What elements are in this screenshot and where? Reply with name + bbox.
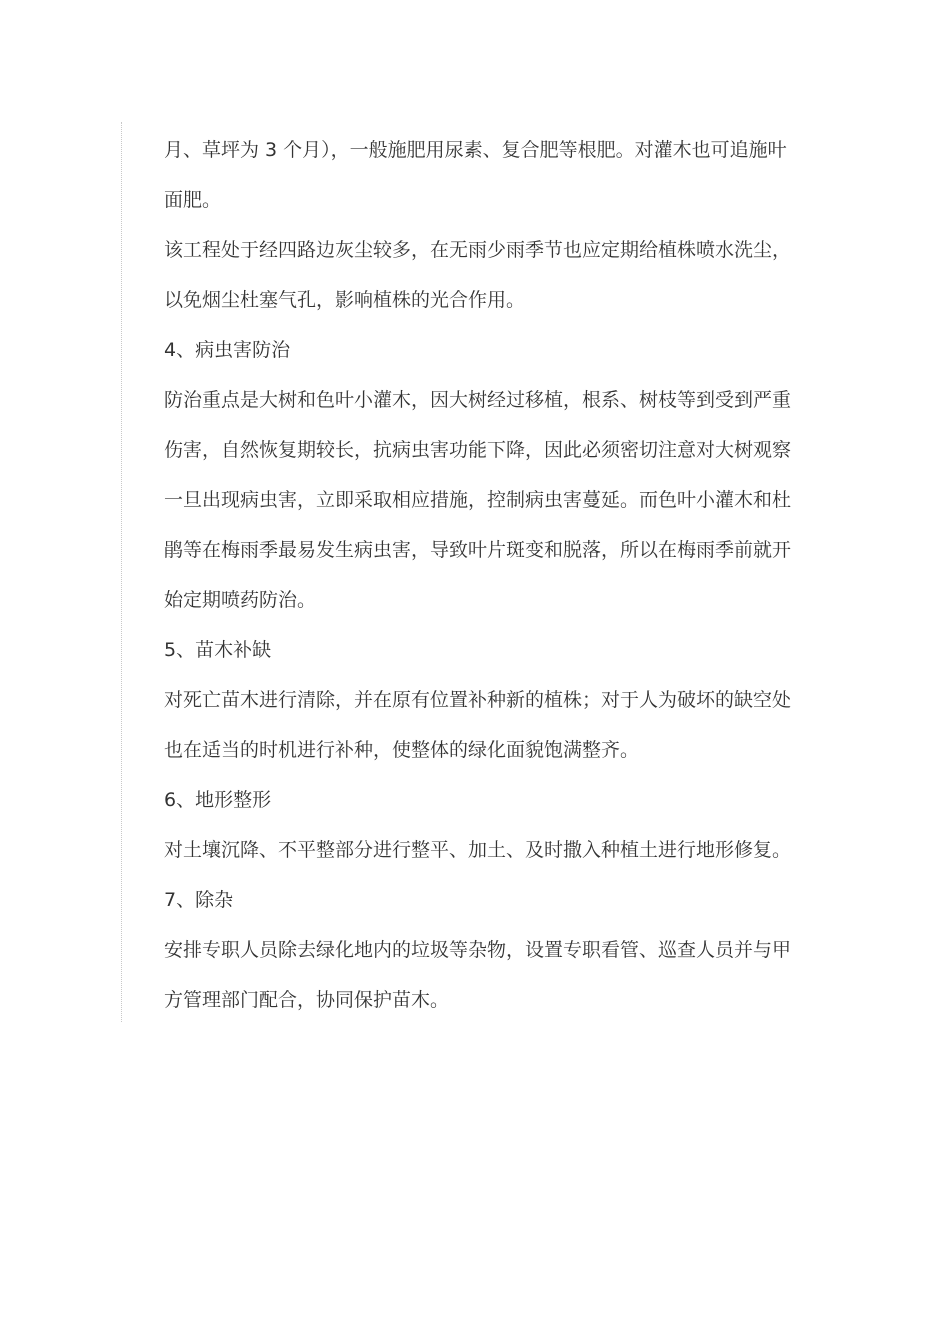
body-text-line: 以免烟尘杜塞气孔，影响植株的光合作用。 xyxy=(164,289,526,311)
section-heading: 6、地形整形 xyxy=(164,789,272,811)
margin-rule xyxy=(121,122,122,1022)
body-text-line: 鹃等在梅雨季最易发生病虫害，导致叶片斑变和脱落，所以在梅雨季前就开 xyxy=(164,539,792,561)
section-heading: 5、苗木补缺 xyxy=(164,639,272,661)
body-text-line: 面肥。 xyxy=(164,189,222,211)
section-heading: 4、病虫害防治 xyxy=(164,339,291,361)
body-text-line: 对死亡苗木进行清除，并在原有位置补种新的植株；对于人为破坏的缺空处 xyxy=(164,689,792,711)
body-text-line: 对土壤沉降、不平整部分进行整平、加土、及时撒入种植土进行地形修复。 xyxy=(164,839,792,861)
section-heading: 7、除杂 xyxy=(164,889,234,911)
body-text-line: 防治重点是大树和色叶小灌木，因大树经过移植，根系、树枝等到受到严重 xyxy=(164,389,792,411)
body-text-line: 安排专职人员除去绿化地内的垃圾等杂物，设置专职看管、巡查人员并与甲 xyxy=(164,939,792,961)
body-text-line: 一旦出现病虫害，立即采取相应措施，控制病虫害蔓延。而色叶小灌木和杜 xyxy=(164,489,792,511)
body-text-line: 始定期喷药防治。 xyxy=(164,589,317,611)
body-text-line: 伤害，自然恢复期较长，抗病虫害功能下降，因此必须密切注意对大树观察 xyxy=(164,439,792,461)
body-text-line: 月、草坪为 3 个月），一般施肥用尿素、复合肥等根肥。对灌木也可追施叶 xyxy=(164,139,787,161)
document-body xyxy=(164,125,814,1025)
body-text-line: 该工程处于经四路边灰尘较多，在无雨少雨季节也应定期给植株喷水洗尘， xyxy=(164,239,792,261)
body-text-line: 方管理部门配合，协同保护苗木。 xyxy=(164,989,450,1011)
body-text-line: 也在适当的时机进行补种，使整体的绿化面貌饱满整齐。 xyxy=(164,739,640,761)
